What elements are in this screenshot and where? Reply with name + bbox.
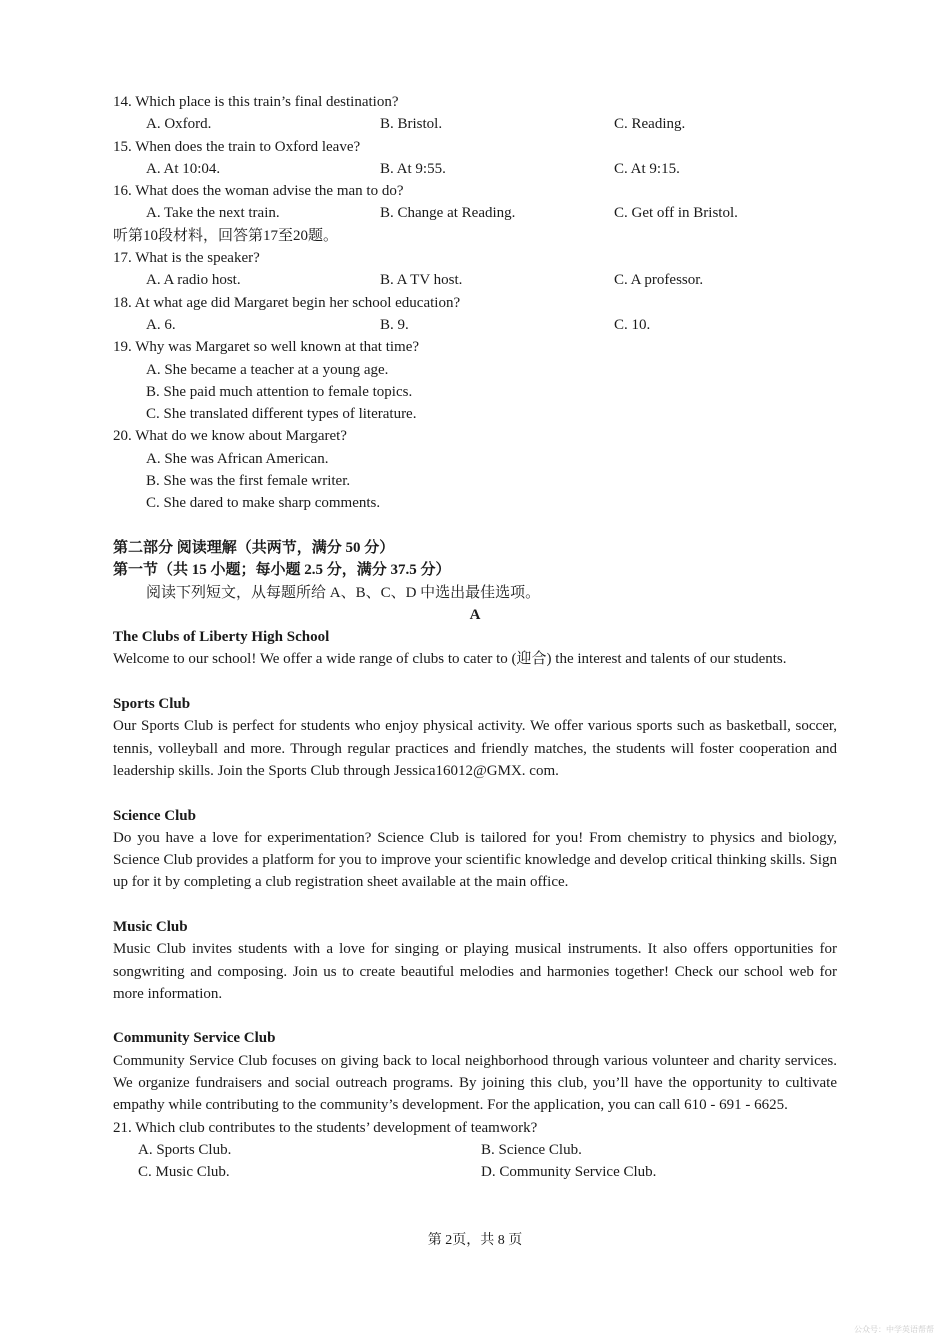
option-b: B. Change at Reading. xyxy=(380,205,516,222)
passage-title: The Clubs of Liberty High School xyxy=(113,629,330,646)
options-row xyxy=(113,202,837,224)
question-stem: 15. When does the train to Oxford leave? xyxy=(113,138,361,155)
option-c: C. Reading. xyxy=(614,116,686,133)
question-stem: 18. At what age did Margaret begin her school education? xyxy=(113,294,461,311)
options-row xyxy=(113,158,837,180)
option-a: A. She was African American. xyxy=(146,450,329,467)
question-stem: 14. Which place is this train’s final destination? xyxy=(113,94,399,110)
club-heading-music: Music Club xyxy=(113,918,188,935)
options-row xyxy=(113,269,837,291)
question-block-16 xyxy=(113,180,837,225)
question-block-17 xyxy=(113,247,837,292)
option-b: B. A TV host. xyxy=(380,272,463,289)
option-d: D. Community Service Club. xyxy=(481,1164,657,1181)
page-footer: 第 2页，共 8 页 xyxy=(427,1233,523,1248)
option-a: A. She became a teacher at a young age. xyxy=(146,361,389,378)
options-row xyxy=(113,1161,837,1183)
spacer xyxy=(113,515,837,537)
option-c: C. At 9:15. xyxy=(614,160,680,177)
passage-letter: A xyxy=(469,606,481,623)
question-stem: 16. What does the woman advise the man to do? xyxy=(113,183,404,200)
option-b: B. She paid much attention to female topics. xyxy=(146,383,413,400)
option-a: A. Sports Club. xyxy=(138,1141,232,1158)
option-c: C. She dared to make sharp comments. xyxy=(146,495,381,512)
part2-heading: 第二部分 阅读理解（共两节，满分 50 分） xyxy=(113,539,395,556)
club-text-community: Community Service Club focuses on giving back to local neighborhood through various volunteer and charity services. We organize fundraisers and social outreach programs. By joining this club, you’ll have the opportunity to cultivate empathy while contributing to the community’s development. For the application, you can call 610 - 691 - 6625. xyxy=(113,1052,837,1114)
listening-instruction: 听第10段材料，回答第17至20题。 xyxy=(113,227,339,244)
option-b: B. She was the first female writer. xyxy=(146,473,351,490)
question-stem: 21. Which club contributes to the students’ development of teamwork? xyxy=(113,1119,538,1136)
intro-paragraph: Welcome to our school! We offer a wide range of clubs to cater to (迎合) the interest and talents of our students. xyxy=(113,651,787,668)
section1-heading: 第一节（共 15 小题；每小题 2.5 分，满分 37.5 分） xyxy=(113,562,451,579)
club-heading-community: Community Service Club xyxy=(113,1030,276,1047)
spacer xyxy=(113,1005,837,1027)
question-block-21 xyxy=(113,1117,837,1184)
club-text-science: Do you have a love for experimentation? Science Club is tailored for you! From chemistry to physics and biology, Science Club provides a platform for you to improve your scientific knowledge and develop critical thinking skills. Sign up for it by completing a club registration sheet available at the main office. xyxy=(113,829,837,891)
option-c: C. A professor. xyxy=(614,272,704,289)
option-c: C. She translated different types of literature. xyxy=(146,406,417,423)
question-block-20 xyxy=(113,425,837,514)
option-c: C. Music Club. xyxy=(138,1164,230,1181)
question-stem: 20. What do we know about Margaret? xyxy=(113,428,347,445)
club-heading-science: Science Club xyxy=(113,807,196,824)
option-a: A. 6. xyxy=(146,316,176,333)
option-c: C. 10. xyxy=(614,316,651,333)
spacer xyxy=(113,671,837,693)
reading-instruction: 阅读下列短文，从每题所给 A、B、C、D 中选出最佳选项。 xyxy=(146,584,541,601)
option-c: C. Get off in Bristol. xyxy=(614,205,738,222)
option-b: B. Bristol. xyxy=(380,116,443,133)
option-a: A. At 10:04. xyxy=(146,160,221,177)
question-block-18 xyxy=(113,292,837,337)
options-row xyxy=(113,314,837,336)
watermark: 公众号：中学英语帮帮 xyxy=(854,1325,934,1334)
option-a: A. Take the next train. xyxy=(146,205,280,222)
spacer xyxy=(113,894,837,916)
question-block-14 xyxy=(113,91,837,136)
question-stem: 19. Why was Margaret so well known at that time? xyxy=(113,339,420,356)
question-block-19 xyxy=(113,336,837,425)
exam-page xyxy=(113,91,837,1184)
spacer xyxy=(113,782,837,804)
option-a: A. Oxford. xyxy=(146,116,212,133)
option-a: A. A radio host. xyxy=(146,272,241,289)
option-b: B. At 9:55. xyxy=(380,160,446,177)
options-row xyxy=(113,113,837,135)
question-stem: 17. What is the speaker? xyxy=(113,250,260,267)
option-b: B. Science Club. xyxy=(481,1141,582,1158)
question-block-15 xyxy=(113,136,837,181)
club-heading-sports: Sports Club xyxy=(113,696,191,713)
options-row xyxy=(113,1139,837,1161)
club-text-music: Music Club invites students with a love for singing or playing musical instruments. It also offers opportunities for songwriting and composing. Join us to create beautiful melodies and harmonies together! Check our school web for more information. xyxy=(113,941,837,1002)
option-b: B. 9. xyxy=(380,316,409,333)
club-text-sports: Our Sports Club is perfect for students who enjoy physical activity. We offer various sports such as basketball, soccer, tennis, volleyball and more. Through regular practices and friendly matches, the students will foster cooperation and leadership skills. Join the Sports Club through Jessica16012@GMX. com. xyxy=(113,718,837,779)
